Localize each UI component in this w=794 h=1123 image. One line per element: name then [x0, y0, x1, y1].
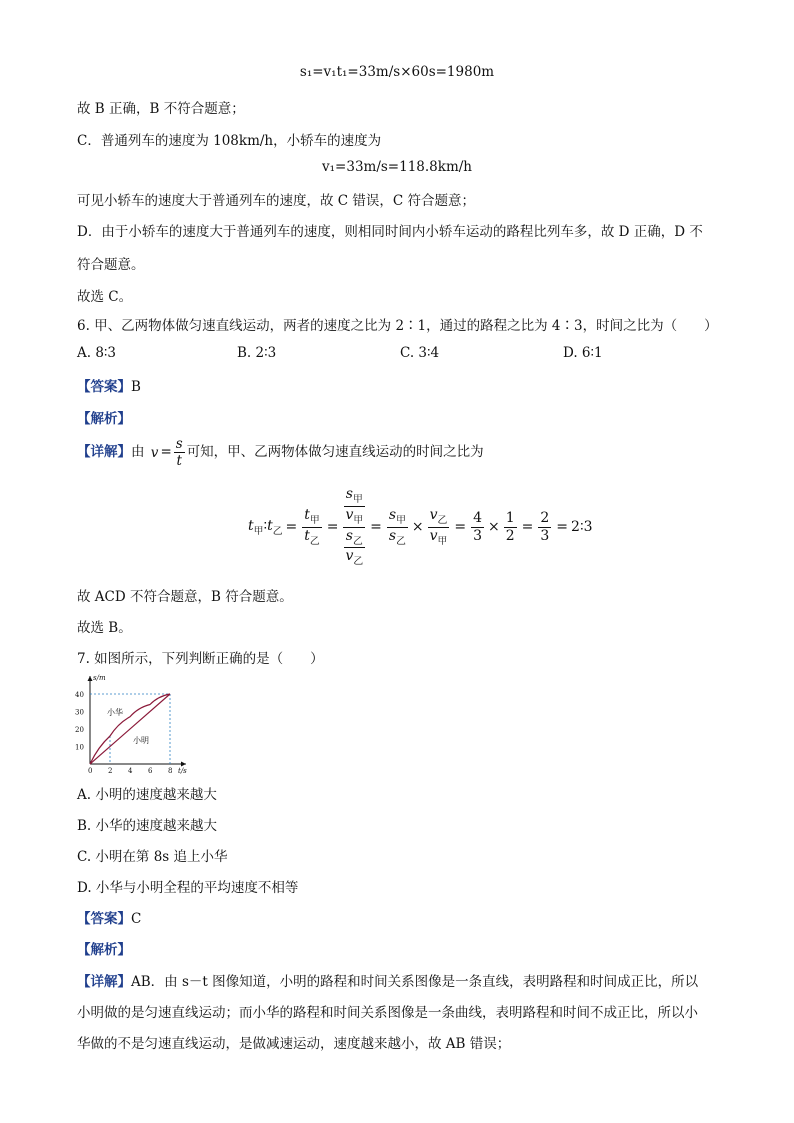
y-tick-label: 30	[75, 708, 84, 717]
detail-tag: 【详解】	[77, 974, 131, 990]
y-tick-label: 10	[75, 743, 84, 752]
q7-analysis-tag: 【解析】	[77, 942, 131, 958]
answer-tag: 【答案】	[77, 379, 131, 395]
q6-option-c: C. 3∶4	[400, 345, 440, 361]
q6-option-a: A. 8∶3	[77, 345, 117, 361]
q6-analysis-tag: 【解析】	[77, 411, 131, 427]
formula-v-s-t: v	[150, 444, 159, 461]
equation-v1: v₁=33m/s=118.8km/h	[322, 159, 472, 175]
answer-value: C	[131, 911, 142, 927]
d-line-1: D．由于小轿车的速度大于普通列车的速度，则相同时间内小轿车运动的路程比列车多，故 D 正确，D 不	[77, 224, 703, 240]
series-label-xiaoming: 小明	[133, 736, 149, 745]
detail-tag: 【详解】	[77, 444, 131, 461]
y-axis-arrow	[88, 676, 93, 681]
y-axis-label: s/m	[93, 674, 106, 682]
x-tick-label: 8	[168, 767, 173, 775]
y-tick-label: 20	[75, 726, 84, 734]
q7-detail-2: 小明做的是匀速直线运动；而小华的路程和时间关系图像是一条曲线，表明路程和时间不成正比，所以小	[77, 1005, 698, 1021]
q7-detail-3: 华做的不是匀速直线运动，是做减速运动，速度越来越小，故 AB 错误；	[77, 1036, 511, 1052]
c-conclusion: 可见小轿车的速度大于普通列车的速度，故 C 错误，C 符合题意；	[77, 193, 476, 209]
choose-c: 故选 C。	[77, 289, 133, 305]
q7-detail-1: 【详解】AB．由 s－t 图像知道，小明的路程和时间关系图像是一条直线，表明路程和时间成正比，所以	[77, 974, 699, 990]
x-tick-label: 6	[148, 767, 153, 775]
q7-option-b: B. 小华的速度越来越大	[77, 818, 218, 834]
y-tick-label: 40	[75, 691, 84, 699]
x-tick-label: 0	[88, 767, 93, 775]
answer-tag: 【答案】	[77, 911, 131, 927]
x-axis-label: t/s	[178, 767, 187, 775]
x-tick-label: 2	[108, 767, 113, 775]
formula-fraction-s-over-t: $\frac{s}{t}$	[175, 436, 183, 470]
b-conclusion: 故 B 正确，B 不符合题意；	[77, 101, 245, 117]
detail-post: 可知，甲、乙两物体做匀速直线运动的时间之比为	[186, 444, 484, 461]
detail-pre: 由	[131, 444, 145, 461]
x-tick-label: 4	[128, 767, 133, 775]
q7-option-c: C. 小明在第 8s 追上小华	[77, 849, 228, 865]
c-intro: C．普通列车的速度为 108km/h，小轿车的速度为	[77, 133, 382, 149]
q6-option-d: D. 6∶1	[563, 345, 603, 361]
q7-option-d: D. 小华与小明全程的平均速度不相等	[77, 880, 299, 896]
d-line-2: 符合题意。	[77, 257, 145, 273]
equation-s1: s₁=v₁t₁=33m/s×60s=1980m	[299, 64, 495, 80]
series-xiaoming-line	[90, 694, 170, 764]
q6-answer	[77, 375, 141, 395]
series-label-xiaohua: 小华	[107, 708, 123, 717]
q6-detail: 【详解】由 v = $\frac{s}{t}$ 可知，甲、乙两物体做匀速直线运动的时间之比为	[77, 436, 484, 470]
q7-option-a: A. 小明的速度越来越大	[77, 787, 217, 803]
q7-stem: 7. 如图所示，下列判断正确的是（ ）	[77, 651, 324, 667]
ratio-formula: $t_甲∶t_乙$ = $\frac{t_甲}{t_乙}$ = $\frac{s_甲}{v_甲}$ $\frac{s_乙}{v_乙}$ = $\frac{s_甲}{s_乙}$ × $\frac{v_乙}{v_甲}$ = $\frac{4}{3}$ × $\frac{1}{2}$ = $\frac{2}{3}$ = 2∶3	[248, 486, 593, 567]
q6-stem: 6. 甲、乙两物体做匀速直线运动，两者的速度之比为 2∶1，通过的路程之比为 4∶3，时间之比为（ ）	[77, 318, 718, 334]
answer-value: B	[131, 379, 141, 395]
q6-conclusion: 故 ACD 不符合题意，B 符合题意。	[77, 589, 293, 605]
q6-choose: 故选 B。	[77, 620, 132, 636]
q7-answer	[77, 907, 141, 927]
s-t-graph	[74, 672, 204, 778]
x-axis-arrow	[181, 762, 186, 767]
q6-option-b: B. 2∶3	[237, 345, 277, 361]
